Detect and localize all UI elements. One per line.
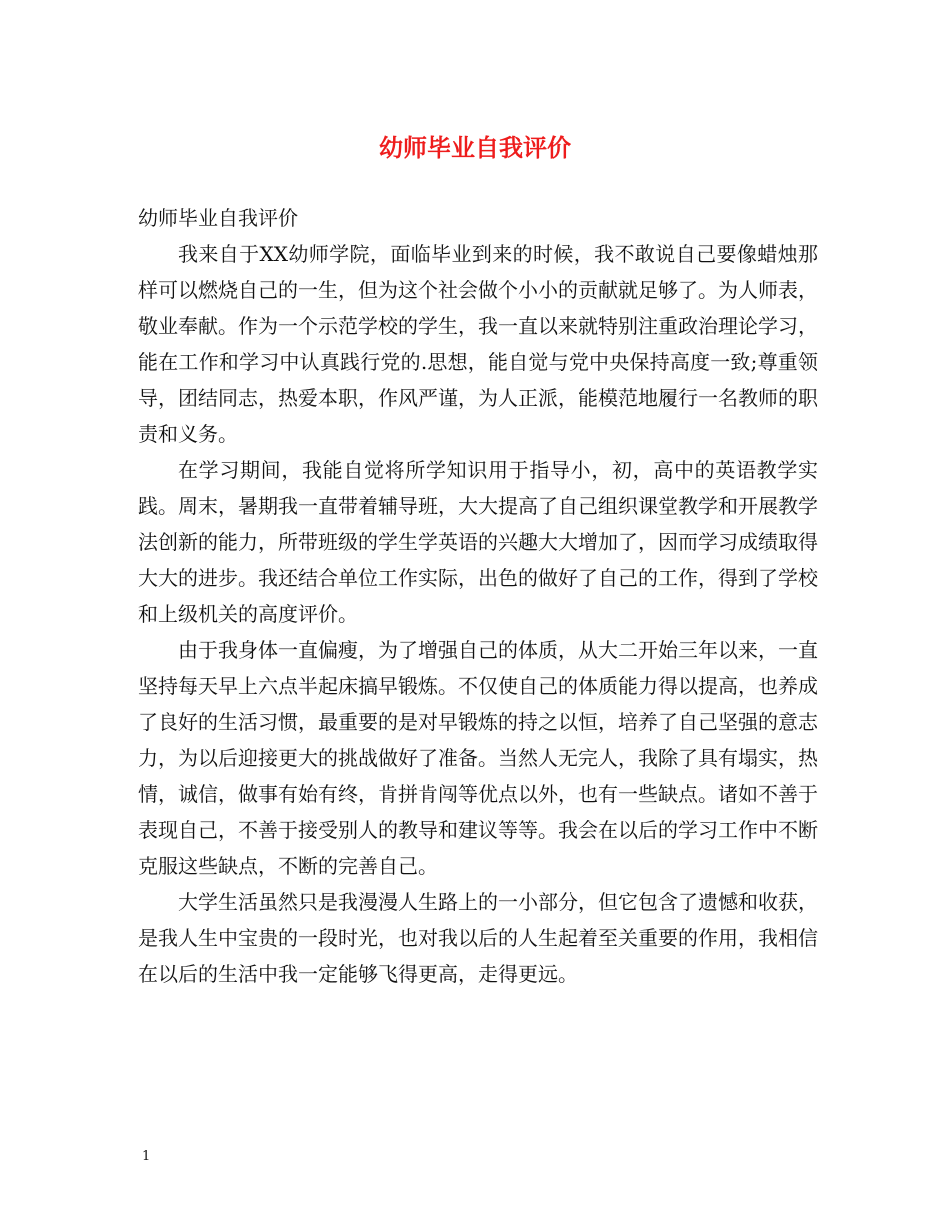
document-body	[138, 200, 818, 992]
document-subtitle: 幼师毕业自我评价	[138, 206, 298, 230]
paragraph-1: 我来自于XX幼师学院，面临毕业到来的时候，我不敢说自己要像蜡烛那样可以燃烧自己的一生，但为这个社会做个小小的贡献就足够了。为人师表，敬业奉献。作为一个示范学校的学生，我一直以来就特别注重政治理论学习，能在工作和学习中认真践行党的.思想，能自觉与党中央保持高度一致;尊重领导，团结同志，热爱本职，作风严谨，为人正派，能模范地履行一名教师的职责和义务。	[138, 242, 818, 446]
page-number: 1	[142, 1149, 151, 1164]
paragraph-2: 在学习期间，我能自觉将所学知识用于指导小，初，高中的英语教学实践。周末，暑期我一直带着辅导班，大大提高了自己组织课堂教学和开展教学法创新的能力，所带班级的学生学英语的兴趣大大增加了，因而学习成绩取得大大的进步。我还结合单位工作实际，出色的做好了自己的工作，得到了学校和上级机关的高度评价。	[138, 458, 818, 626]
document-title: 幼师毕业自我评价	[379, 133, 571, 162]
paragraph-3: 由于我身体一直偏瘦，为了增强自己的体质，从大二开始三年以来，一直坚持每天早上六点半起床搞早锻炼。不仅使自己的体质能力得以提高，也养成了良好的生活习惯，最重要的是对早锻炼的持之以恒，培养了自己坚强的意志力，为以后迎接更大的挑战做好了准备。当然人无完人，我除了具有塌实，热情，诚信，做事有始有终，肯拼肯闯等优点以外，也有一些缺点。诸如不善于表现自己，不善于接受别人的教导和建议等等。我会在以后的学习工作中不断克服这些缺点，不断的完善自己。	[138, 638, 818, 878]
paragraph-4: 大学生活虽然只是我漫漫人生路上的一小部分，但它包含了遗憾和收获，是我人生中宝贵的一段时光，也对我以后的人生起着至关重要的作用，我相信在以后的生活中我一定能够飞得更高，走得更远。	[138, 890, 818, 986]
